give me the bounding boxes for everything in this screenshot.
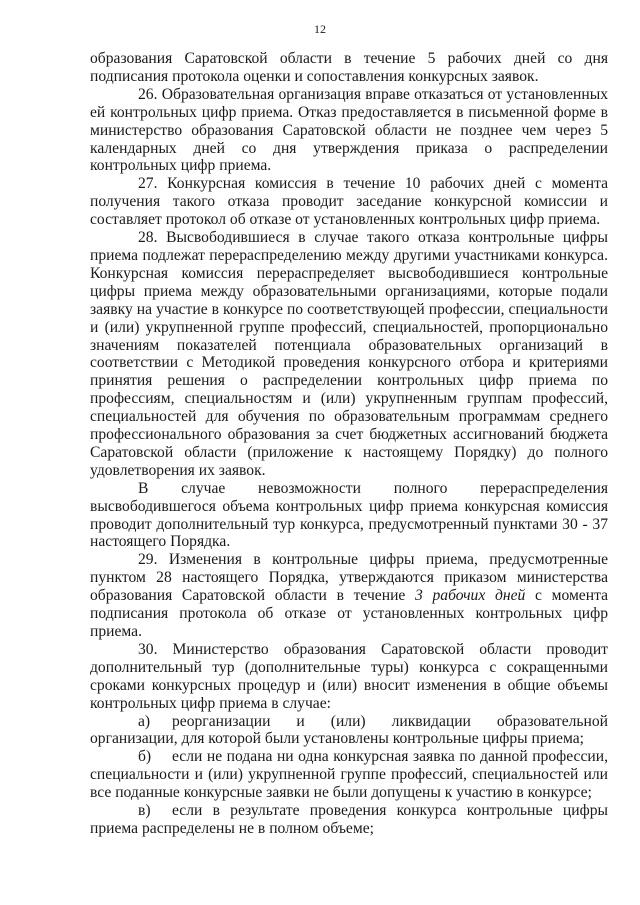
list-item-text: если в результате проведения конкурса контрольные цифры приема распределены не в полном объеме; <box>90 802 608 837</box>
paragraph-text: Высвободившиеся в случае такого отказа контрольные цифры приема подлежат перераспределению между другими участниками конкурса. Конкурсная комиссия перераспределяет высвободившиеся контрольные цифры приема между образовательными организациями, которые подали заявку на участие в конкурсе по соответствующей профессии, специальности и (или) укрупненной группе профессий, специальностей, пропорционально значениям показателей потенциала образовательных организаций в соответствии с Методикой проведения конкурсного отбора и критериями принятия решения о распределении контрольных цифр приема по профессиям, специальностям и (или) укрупненным группам профессий, специальностей для обучения по образовательным программам среднего профессионального образования за счет бюджетных ассигнований бюджета Саратовской области (приложение к настоящему Порядку) до полного удовлетворения их заявок. <box>90 229 608 479</box>
list-item-b <box>90 748 608 802</box>
list-item-marker: б) <box>138 748 152 766</box>
page-number: 12 <box>314 22 326 36</box>
paragraph-number: 28. <box>138 229 158 247</box>
paragraph-number: 30. <box>138 640 158 658</box>
paragraph-text: Министерство образования Саратовской области проводит дополнительный тур (дополнительные туры) конкурса с сокращенными сроками конкурсных процедур и (или) вносит изменения в общие объемы контрольных цифр приема в случае: <box>90 640 609 712</box>
paragraph-30 <box>90 641 608 713</box>
paragraph-26 <box>90 86 608 176</box>
list-item-marker: в) <box>138 802 151 820</box>
paragraph-28 <box>90 229 608 480</box>
paragraph-text: с момента подписания протокола об отказе от установленных контрольных цифр приема. <box>90 587 608 640</box>
list-item-text: реорганизации и (или) ликвидации образовательной организации, для которой были установлены контрольные цифры приема; <box>90 712 608 748</box>
paragraph-text: Изменения в контрольные цифры приема, предусмотренные пунктом 28 настоящего Порядка, утверждаются приказом министерства образования Саратовской области в течение <box>90 551 608 605</box>
list-item-a <box>90 713 608 749</box>
paragraph-29 <box>90 551 608 641</box>
list-item-text: если не подана ни одна конкурсная заявка по данной профессии, специальности и (или) укрупненной группе профессий, специальностей или все поданные конкурсные заявки не были допущены к участию в конкурсе; <box>90 748 608 802</box>
paragraph-number: 27. <box>138 175 158 193</box>
document-body <box>90 50 608 838</box>
paragraph-continuation <box>90 50 608 86</box>
paragraph-text: В случае невозможности полного перераспределения высвободившегося объема контрольных цифр приема конкурсная комиссия проводит дополнительный тур конкурса, предусмотренный пунктами 30 - 37 настоящего Порядка. <box>90 479 608 551</box>
paragraph-27 <box>90 175 608 229</box>
paragraph-text: Конкурсная комиссия в течение 10 рабочих дней с момента получения такого отказа проводит заседание конкурсной комиссии и составляет протокол об отказе от установленных контрольных цифр приема. <box>90 175 608 229</box>
list-item-marker: а) <box>138 712 151 730</box>
paragraph-text: Образовательная организация вправе отказаться от установленных ей контрольных цифр приема. Отказ предоставляется в письменной форме в министерство образования Саратовской области не позднее чем через 5 календарных дней со дня утверждения приказа о распределении контрольных цифр приема. <box>90 85 609 175</box>
paragraph-number: 26. <box>138 85 158 103</box>
paragraph-text: образования Саратовской области в течение 5 рабочих дней со дня подписания протокола оценки и сопоставления конкурсных заявок. <box>90 50 608 85</box>
paragraph-number: 29. <box>138 551 158 569</box>
paragraph-28-continuation <box>90 480 608 552</box>
italic-deadline: 3 рабочих дней <box>415 587 526 605</box>
list-item-v <box>90 802 608 838</box>
